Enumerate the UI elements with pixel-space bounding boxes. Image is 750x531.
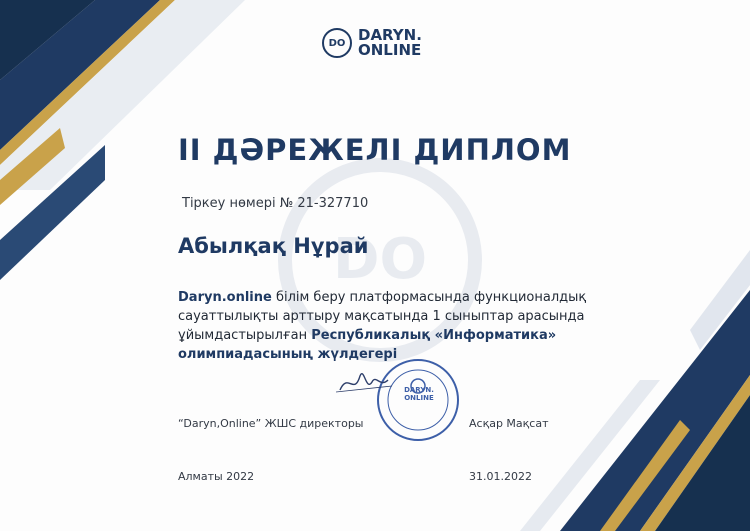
- stamp-line-2: ONLINE: [404, 394, 434, 402]
- svg-text:DO: DO: [332, 227, 428, 292]
- registration-number: Тіркеу нөмері № 21-327710: [182, 196, 369, 211]
- body-text: білім беру платформасында функционалдық сауаттылықты арттыру мақсатында 1 сыныптар арасында ұйымдастырылған: [178, 290, 587, 343]
- diploma-body: [178, 288, 628, 364]
- director-name: Асқар Мақсат: [469, 417, 549, 430]
- signature: [336, 362, 396, 402]
- logo-line-1: DARYN.: [358, 26, 422, 44]
- logo-wordmark: [358, 28, 422, 58]
- logo-circle-icon: [322, 28, 352, 58]
- award-text: Республикалық «Информатика» олимпиадасының жүлдегері: [178, 328, 557, 362]
- recipient-name: Абылқақ Нұрай: [178, 234, 369, 258]
- logo-mark: DO: [328, 37, 346, 49]
- brand-logo: [322, 28, 422, 58]
- stamp-line-1: DARYN.: [404, 386, 434, 394]
- city-year: Алматы 2022: [178, 470, 255, 483]
- stamp-text: [394, 376, 444, 402]
- logo-line-2: ONLINE: [358, 41, 422, 59]
- director-label: “Daryn,Online” ЖШС директоры: [178, 417, 364, 430]
- org-name: Daryn.online: [178, 290, 272, 305]
- issue-date: 31.01.2022: [469, 470, 532, 483]
- diploma-title: II ДӘРЕЖЕЛІ ДИПЛОМ: [178, 133, 572, 167]
